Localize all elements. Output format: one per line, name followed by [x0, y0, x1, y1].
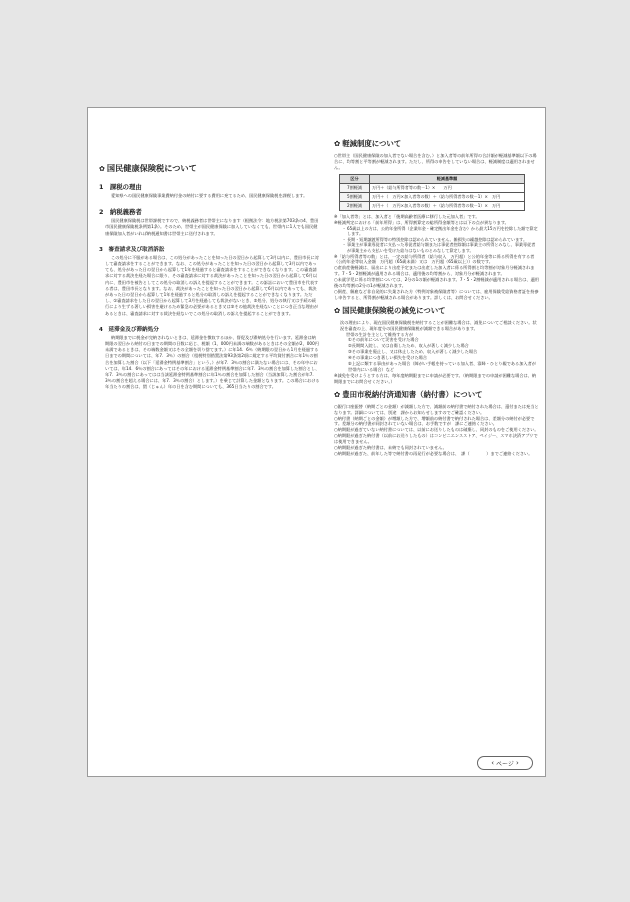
flower-bullet-icon: ✿: [334, 139, 341, 148]
table-header-category: 区分: [340, 174, 370, 183]
section-arrears: [99, 325, 320, 391]
list-item: ①その前年について災害を受けた場合: [348, 337, 419, 343]
list-item: ○納期限が過ぎた、前年した等で納付書の再発行が必要な場合は、 課（ ）までご連絡ください。: [334, 450, 533, 456]
list-item: ④その事業につき著しい損失を受けた場合: [348, 355, 428, 361]
reduction-table: [339, 174, 525, 211]
section-taxpayer-body: 国民健康保険税は世帯課税ですので、納税義務者は世帯主になります（根拠法令：地方税法第703条の4、豊田市国民健康保険税条例第1条）。そのため、世帯主が国民健康保険に加入していなくても、世帯内に1人でも国民健康保険加入者がいれば納税通知書は世帯主に送付されます。: [105, 218, 319, 236]
chevron-left-icon: ‹: [491, 759, 495, 767]
reduction-intro: ○世帯主（国民健康保険の加入者でない場合を含む。）と加入者等の前年所得の合計額が軽減基準額以下の場合に、均等割と平等割が軽減されます。ただし、所得の申告をしていない場合は、軽減制度は適用されません。: [334, 153, 537, 170]
decrease-intro: 次の理由により、現在国民健康保険税を納付することが困難な場合は、減免についてご相談ください。状況を審査の上、現年度分の国民健康保険税が減額できる場合があります。: [340, 319, 537, 331]
reduction-note-4: ○産前産後軽減は、届出により出産予定または出産した加入者に係る所得割と均等割が対象月分軽減されます。7・5・2割軽減が適用される場合は、適用後の均等割から、対象月分が軽減されます。: [334, 265, 535, 277]
section-taxpayer: [99, 207, 320, 237]
flower-bullet-icon: ✿: [334, 305, 341, 315]
row-category: 2割軽減: [340, 201, 370, 210]
reduction-note-6: ○倒産、解雇など非自発的に失業された方（特例対象被保険者等）については、雇用保険受給資格者証を持参し申告すると、所得割が軽減される場合があります。詳しくは、お問合せください。: [334, 288, 539, 300]
section-arrears-body: 納期限までに税金が完納されないときは、延滞金を徴収するほか、督促及び滞納処分を行います。延滞金は納期限の翌日から納付の日までの期間の日数に応じ、税額（1，000円未満の端数があるときはその全額が2，000円未満であるときは、その端数金額又はその全額を切り捨てます。）に年14．6％（納期限の翌日から1月を経過する日までの期間については、年7．3％）の割合（租税特別措置法第93条第2項に規定する平均貸付割合に年1％の割合を加算した割合（以下「延滞金特例基準割合」という。）が年7．3％の割合に満たない場合には、その年中においては、年14．6％の割合にあってはその年における延滞金特例基準割合に年7．3％の割合を加算した割合とし、年7．3％の割合にあってはは当該延滞金特例基準割合に年1％の割合を加算した割合（当該加算した割合が年7．3％の割合を超える場合には、年7．3％の割合）とします。）を乗じて計算した金額となります。この場合における年当たりの割合は、閏（じゅん）年の日を含む期間についても、365日当たりの割合です。: [105, 334, 320, 390]
table-header-threshold: 軽減基準額: [370, 174, 525, 183]
section-taxpayer-title: 2 納税義務者: [99, 208, 142, 217]
list-item: ○納期限が過ぎた納付書は、未納でも同封されていません。: [334, 445, 447, 451]
reduction-heading: [334, 138, 539, 149]
tax-heading: [99, 163, 320, 174]
section-appeal: [99, 245, 320, 317]
list-item: ②長期間入院し、又は自傷したため、収入が著しく減少した場合: [348, 343, 469, 349]
page-label: ページ: [496, 760, 514, 768]
reduction-note-5: ○未就学児に係る均等割については、2分の1の額が軽減されます。7・5・2割軽減が適用される場合は、適用後の均等割の2分の1が軽減されます。: [334, 277, 539, 289]
decrease-note: ※減免を受けようとする方は、毎年度納期限までに申請が必要です。（納期限までの申請が困難な場合は、納期限までにお問合せください。）: [334, 372, 537, 384]
row-threshold: 万円＋（給与所得者等の数－1）× 万円: [370, 183, 525, 192]
flower-bullet-icon: ✿: [99, 164, 105, 173]
list-item: ③その事業を廃止し、又は休止したため、収入が著しく減少した場合: [348, 349, 478, 355]
page-number-box: [477, 756, 533, 770]
table-row: [340, 192, 525, 201]
list-item: ⑤上記に類する事由があった場合（障がい手帳を持っている加入者、寡婦・ひとり親である加入者が世帯内にいる場合）など: [348, 361, 536, 372]
section-appeal-body: この処分に不服がある場合は、この処分があったことを知った日の翌日から起算して3月以内に、豊田市長に対して審査請求をすることができます。なお、この処分があったことを知った日の翌日から起算して3月以内であっても、処分があった日の翌日から起算して1年を経過すると審査請求をすることができなくなります。この審査請求に対する裁決を経た場合に限り、その審査請求に対する裁決があったことを知った日の翌日から起算して6月以内に、豊田市を被告としてこの処分の取消しの訴えを提起することができます。この訴訟において豊田市を代表する者は、豊田市長となります。なお、裁決があったことを知った日の翌日から起算して6月以内であっても、裁決があった日の翌日から起算して1年を経過すると処分の取消しの訴えを提起することができなくなります。ただし、①審査請求をした日の翌日から起算して3月を経過しても裁決がないとき、②処分、処分の執行又は手続の続行により生ずる著しい損害を避けるため緊急の必要があるとき又は③その他裁決を経ないことにつき正当な理由があるときは、審査請求に対する裁決を経ないでこの処分の取消しの訴えを提起することができます。: [105, 254, 319, 316]
decrease-heading-text: 国民健康保険税の減免について: [342, 305, 446, 315]
chevron-right-icon: ›: [515, 759, 519, 767]
reduction-note-2: ※軽減判定における「前年所得」は、所得割算定の総所得金額等とは以下の点が異なります。: [334, 219, 509, 225]
row-threshold: 万円＋（ 万円×加入者等の数）＋（給与所得者等の数－1）× 万円: [370, 192, 525, 201]
section-reason: [99, 182, 320, 199]
document-page: [87, 107, 546, 777]
tax-heading-text: 国民健康保険税について: [106, 163, 197, 173]
decrease-heading: [334, 305, 539, 316]
list-item-text: 長期・短期譲渡所得等の特別控除は認められていません。雑損失の繰越控除は認められています。: [347, 236, 528, 242]
list-item-text: 事業主が事業専従者に支払った専従者給与額または事従者控除額は事業主の所得とみなし、事業専従者が事業主から支払いを受けた給与はないものとみなして算定します。: [347, 242, 536, 253]
row-category: 5割軽減: [340, 192, 370, 201]
reduction-note-3: ※「給与所得者等の数」とは、一定の給与所得者（給与収入 万円超）と公的年金等に係る所得を有する者（公的年金等収入金額 万円超（65歳未満）又は 万円超（65歳以上））の数です。: [334, 253, 535, 265]
row-category: 7割軽減: [340, 183, 370, 192]
section-arrears-title: 4 延滞金及び滞納処分: [99, 326, 159, 333]
list-item: ○銀行口座振替（納期ごとの金額）が減額した方で、減額前の納付書で納付された場合は、還付または充当となります。詳細については、別途 課からお知らせしますのでご確認ください。: [334, 403, 539, 415]
right-column: [334, 136, 539, 457]
section-reason-body: 愛知県への国民健康保険事業費納付金の納付に要する費用に充てるため、国民健康保険税を課税します。: [111, 193, 308, 198]
table-row: [340, 183, 525, 192]
notice-heading: [334, 389, 539, 400]
decrease-lead: 世帯の生計を主として維持する方が: [346, 331, 414, 337]
section-reason-title: 1 課税の理由: [99, 183, 142, 191]
reduction-heading-text: 軽減制度について: [342, 139, 402, 148]
list-item: ・ 事業主が事業専従者に支払った専従者給与額または事従者控除額は事業主の所得とみなし、事業専従者が事業主から支払いを受けた給与はないものとみなして算定します。: [342, 242, 539, 253]
section-appeal-title: 3 審査請求及び取消訴訟: [99, 246, 165, 253]
list-item: ・ 65歳以上の方は、公的年金所得（企業年金・確定拠出年金を含む）から最大15万円を控除した額で算定します。: [342, 225, 538, 237]
list-item: ○納期限が過ぎた納付書（以前にお送りしたもの）はコンビニエンスストア、ペイジー、スマホ決済アプリでは使用できません。: [334, 433, 538, 445]
notice-heading-text: 豊田市税納付済通知書（納付書）について: [342, 389, 483, 399]
left-column: [99, 163, 320, 396]
list-item: ・ 長期・短期譲渡所得等の特別控除は認められていません。雑損失の繰越控除は認められています。: [342, 236, 528, 242]
row-threshold: 万円＋（ 万円×加入者等の数）＋（給与所得者等の数－1）× 万円: [370, 201, 525, 210]
list-item-text: 65歳以上の方は、公的年金所得（企業年金・確定拠出年金を含む）から最大15万円を控除した額で算定します。: [347, 225, 538, 237]
list-item: ○納期限が過ぎていない納付書については、以前にお送りしたものは破棄し、同封のものをご使用ください。: [334, 427, 539, 433]
table-row: [340, 201, 525, 210]
reduction-note-1: ※「加入者等」とは、加入者と「後期高齢者医療に移行した元加入者」です。: [334, 213, 480, 219]
list-item: ○納付書（納期ごとの金額）が増額した方で、増額前の納付書で納付された場合は、差額分の納付が必要です。差額分の納付書が同封されていない場合は、お手数ですが 課にご連絡ください。: [334, 415, 535, 427]
flower-bullet-icon: ✿: [334, 389, 341, 399]
